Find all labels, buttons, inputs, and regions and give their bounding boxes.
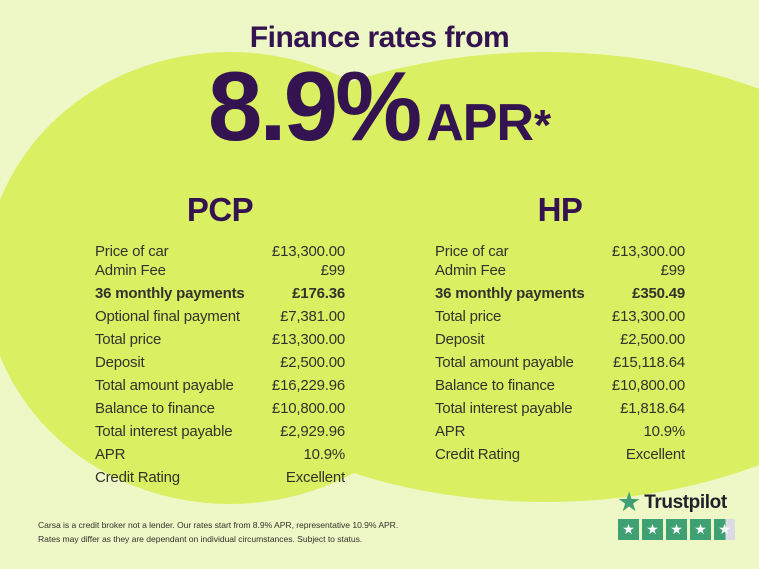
- finance-row-value: Excellent: [625, 446, 685, 463]
- finance-row-label: Total amount payable: [95, 377, 234, 394]
- hp-title: HP: [537, 191, 583, 228]
- star-icon: ★: [670, 521, 683, 537]
- finance-row-label: Total price: [435, 308, 502, 325]
- finance-row: [435, 261, 685, 280]
- finance-row-label: Deposit: [435, 331, 485, 348]
- finance-row-value: £13,300.00: [271, 331, 345, 348]
- finance-row: [435, 307, 685, 326]
- finance-row: [435, 353, 685, 372]
- finance-row-value: £1,818.64: [620, 400, 685, 417]
- finance-row: [435, 422, 685, 441]
- legal-disclaimer: [38, 518, 468, 546]
- finance-row: [95, 261, 345, 280]
- finance-row: [95, 445, 345, 464]
- finance-row-value: £16,229.96: [271, 377, 345, 394]
- rate-footnote-asterisk: *: [534, 101, 552, 150]
- finance-row-value: £350.49: [632, 285, 685, 302]
- finance-row-value: £99: [320, 262, 345, 279]
- trustpilot-brand-text: Trustpilot: [644, 491, 727, 513]
- finance-row-value: £15,118.64: [613, 354, 685, 371]
- finance-row: [95, 376, 345, 395]
- finance-row-value: Excellent: [285, 469, 345, 486]
- pcp-title: PCP: [186, 191, 254, 228]
- hero-section: [0, 21, 759, 161]
- finance-row-label: Balance to finance: [435, 377, 555, 394]
- finance-row-value: £2,500.00: [280, 354, 345, 371]
- finance-row-value: £176.36: [292, 285, 345, 302]
- rate-unit: APR: [426, 94, 534, 152]
- finance-row: [435, 330, 685, 349]
- finance-row-label: Total price: [95, 331, 162, 348]
- finance-row: [95, 422, 345, 441]
- finance-row-label: Total amount payable: [435, 354, 574, 371]
- finance-row: [435, 242, 685, 261]
- star-icon: ★: [694, 521, 707, 537]
- finance-row-value: £10,800.00: [611, 377, 685, 394]
- trustpilot-logo: [617, 489, 735, 516]
- pcp-table: [95, 242, 345, 491]
- finance-row-label: Deposit: [95, 354, 145, 371]
- finance-row-value: £2,500.00: [620, 331, 685, 348]
- star-icon: ★: [646, 521, 659, 537]
- trustpilot-star-icon: ★: [617, 487, 642, 517]
- finance-row-value: £13,300.00: [611, 243, 685, 260]
- finance-row-label: APR: [435, 423, 466, 440]
- star-icon: ★: [622, 521, 635, 537]
- finance-row: [95, 242, 345, 261]
- finance-row-label: Balance to finance: [95, 400, 215, 417]
- finance-row-value: £13,300.00: [611, 308, 685, 325]
- finance-row-label: Credit Rating: [95, 469, 180, 486]
- finance-row: [435, 376, 685, 395]
- trustpilot-rating-star-box: [690, 519, 711, 540]
- finance-row-value: £99: [660, 262, 685, 279]
- trustpilot-rating-star-box: [618, 519, 639, 540]
- headline-rate: [0, 51, 759, 161]
- finance-row: [95, 330, 345, 349]
- finance-row: [95, 353, 345, 372]
- finance-row-value: 10.9%: [303, 446, 345, 463]
- finance-row-value: £2,929.96: [280, 423, 345, 440]
- finance-row-value: 10.9%: [643, 423, 685, 440]
- disclaimer-line-2: Rates may differ as they are dependant on individual circumstances. Subject to status.: [38, 534, 363, 544]
- finance-row-label: Total interest payable: [95, 423, 233, 440]
- finance-row: [95, 468, 345, 487]
- finance-row-label: 36 monthly payments: [435, 285, 585, 302]
- hero-title: Finance rates from: [249, 21, 510, 54]
- trustpilot-rating-star-box: [714, 519, 735, 540]
- finance-row-label: Total interest payable: [435, 400, 573, 417]
- finance-row: [435, 284, 685, 303]
- finance-row: [435, 399, 685, 418]
- trustpilot-rating-star-box: [642, 519, 663, 540]
- finance-row-label: Price of car: [95, 243, 169, 260]
- finance-row: [95, 284, 345, 303]
- finance-row-label: Admin Fee: [95, 262, 166, 279]
- finance-row: [95, 399, 345, 418]
- hp-table: [435, 242, 685, 468]
- finance-row-label: APR: [95, 446, 126, 463]
- finance-row-value: £10,800.00: [271, 400, 345, 417]
- trustpilot-rating-star-box: [666, 519, 687, 540]
- finance-row-label: Credit Rating: [435, 446, 520, 463]
- star-icon: ★: [718, 521, 731, 537]
- rate-value: 8.9%: [207, 51, 420, 161]
- finance-row-value: £7,381.00: [280, 308, 345, 325]
- finance-row: [435, 445, 685, 464]
- finance-row-label: Optional final payment: [95, 308, 240, 325]
- finance-row-label: Price of car: [435, 243, 509, 260]
- trustpilot-rating-stars: [618, 519, 735, 540]
- trustpilot-badge: [617, 489, 735, 540]
- disclaimer-line-1: Carsa is a credit broker not a lender. Our rates start from 8.9% APR, representative 10.9% APR.: [38, 520, 399, 530]
- finance-row-label: Admin Fee: [435, 262, 506, 279]
- finance-row-value: £13,300.00: [271, 243, 345, 260]
- finance-row-label: 36 monthly payments: [95, 285, 245, 302]
- finance-row: [95, 307, 345, 326]
